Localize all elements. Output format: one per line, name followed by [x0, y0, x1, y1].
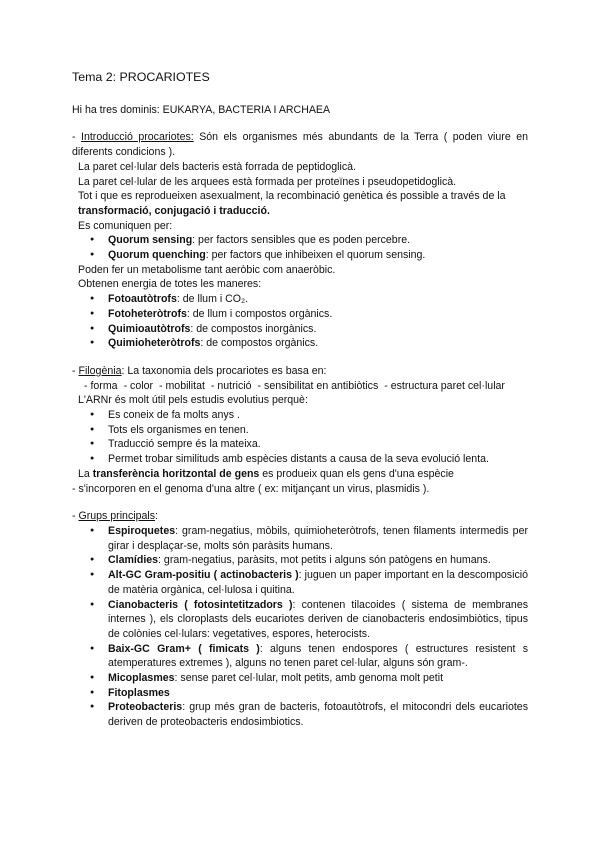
item-text: : gram-negatius, paràsits, mot petits i alguns són patògens en humans. — [158, 554, 491, 567]
item-term: Cianobacteris ( fotosintetitzadors ) — [108, 598, 293, 611]
criteri: - estructura paret cel·lular — [384, 379, 505, 392]
criteri: - forma — [84, 379, 118, 392]
list-item — [108, 642, 528, 671]
item-term: Quorum sensing — [108, 234, 193, 247]
item-term: Fitoplasmes — [108, 686, 170, 699]
item-text: : alguns tenen endospores ( estructures resistent s atemperatures extremes ), alguns no tenen paret cel·lular, alguns són gram-. — [108, 642, 528, 670]
filo-line1: : La taxonomia dels procariotes es basa en: — [121, 364, 327, 377]
filo-l2: L'ARNr és molt útil pels estudis evolutius perquè: — [78, 394, 308, 407]
criteris-line — [72, 379, 528, 394]
grups-heading: Grups principals — [78, 510, 156, 523]
intro-line1: Són els organismes més abundants de la Terra ( poden viure en diferents condicions ). — [72, 131, 528, 159]
item-text: : sense paret cel·lular, molt petits, amb genoma molt petit — [174, 672, 444, 685]
filo-l3a: La — [78, 467, 93, 480]
item-term: Quorum quenching — [108, 249, 206, 262]
list-item: ● Tots els organismes en tenen. — [108, 423, 528, 438]
list-item: ● Permet trobar similituds amb espècies distants a causa de la seva evolució lenta. — [108, 452, 528, 467]
list-item: ● Es coneix de fa molts anys . — [108, 408, 528, 423]
item-term: Micoplasmes — [108, 672, 175, 685]
list-item — [108, 700, 528, 729]
item-term: Fotoheteròtrofs — [108, 307, 187, 320]
list-item — [108, 336, 528, 351]
list-item — [108, 568, 528, 597]
document-title: Tema 2: PROCARIOTES — [72, 70, 210, 84]
item-text: : de llum i CO₂. — [176, 293, 249, 306]
intro-l4-bold: transformació, conjugació i traducció. — [78, 204, 270, 217]
list-item — [108, 598, 528, 642]
intro-l2: La paret cel·lular dels bacteris està forrada de peptidoglicà. — [78, 160, 356, 173]
list-item — [108, 524, 528, 553]
list-item — [108, 671, 528, 686]
item-term: Baix-GC Gram+ ( fimicats ) — [108, 642, 260, 655]
item-term: Fotoautòtrofs — [108, 293, 177, 306]
item-text: : per factors sensibles que es poden percebre. — [192, 234, 411, 247]
energia-list — [72, 292, 528, 351]
intro-l3: La paret cel·lular de les arquees està formada per proteïnes i pseudopetidoglicà. — [78, 175, 457, 188]
criteri: - nutrició — [210, 379, 252, 392]
comunicacio-list — [72, 233, 528, 262]
filo-l3 — [72, 467, 528, 482]
grups-paragraph: - Grups principals: — [72, 510, 158, 523]
item-text: : de compostos inorgànics. — [190, 322, 317, 335]
item-term: Quimioheteròtrofs — [108, 337, 201, 350]
list-item — [108, 307, 528, 322]
item-text: : contenen tilacoides ( sistema de membranes internes ), els cloroplasts dels eucariotes deriven de cianobacteris endosimbiòtics, tipus de colònies cel·lulars: vegetatives, espores, heterocists. — [108, 598, 529, 640]
filo-heading: Filogènia — [78, 364, 122, 377]
intro-l4 — [72, 189, 528, 218]
list-item — [108, 292, 528, 307]
list-item — [108, 686, 528, 701]
intro-heading: Introducció procariotes: — [81, 131, 194, 144]
item-text: : per factors que inhibeixen el quorum sensing. — [205, 249, 426, 262]
grups-colon: : — [155, 510, 158, 523]
item-term: Clamídies — [108, 554, 159, 567]
intro-paragraph: - Introducció procariotes: Són els organismes més abundants de la Terra ( poden viure en diferents condicions ). — [72, 131, 528, 159]
filo-l3-bold: transferència horitzontal de gens — [92, 467, 260, 480]
list-item: ● Traducció sempre és la mateixa. — [108, 437, 528, 452]
list-item — [108, 553, 528, 568]
item-text: : de compostos orgànics. — [200, 337, 319, 350]
filo-paragraph: - Filogènia: La taxonomia dels procariotes es basa en: — [72, 364, 327, 377]
intro-l4-text: Tot i que es reprodueixen asexualment, la recombinació genètica és possible a través de la — [78, 190, 506, 203]
item-term: Quimioautòtrofs — [108, 322, 191, 335]
intro-l7: Obtenen energia de totes les maneres: — [78, 278, 262, 291]
list-item — [108, 248, 528, 263]
filo-l3c: es produeix quan els gens d'una espècie — [259, 467, 454, 480]
document-page — [72, 70, 528, 730]
arnr-list — [72, 408, 528, 467]
item-text: : juguen un paper important en la descomposició de matèria orgànica, cel·lulosa i quitina. — [108, 569, 528, 596]
criteri: - color — [123, 379, 153, 392]
intro-l5: Es comuniquen per: — [78, 219, 173, 232]
item-text: : grup més gran de bacteris, fotoautòtrofs, el mitocondri dels eucariotes deriven de proteobacteris endosimbiotics. — [108, 701, 528, 729]
grups-list — [72, 524, 528, 730]
list-item — [108, 233, 528, 248]
intro-l6: Poden fer un metabolisme tant aeròbic com anaeròbic. — [78, 263, 336, 276]
item-text: : de llum i compostos orgànics. — [186, 307, 333, 320]
list-item — [108, 322, 528, 337]
criteri: - mobilitat — [159, 379, 205, 392]
filo-l4: - s'incorporen en el genoma d'una altre ( ex: mitjançant un virus, plasmidis ). — [72, 482, 430, 495]
item-term: Alt-GC Gram-positiu ( actinobacteris ) — [108, 569, 299, 582]
dominis-line: Hi ha tres dominis: EUKARYA, BACTERIA I ARCHAEA — [72, 103, 331, 116]
item-term: Proteobacteris — [108, 701, 183, 714]
item-text: : gram-negatius, mòbils, quimioheteròtrofs, tenen filaments intermedis per girar i desplaçar-se, molts són paràsits humans. — [108, 524, 528, 552]
item-term: Espiroquetes — [108, 524, 176, 537]
criteri: - sensibilitat en antibiòtics — [257, 379, 379, 392]
